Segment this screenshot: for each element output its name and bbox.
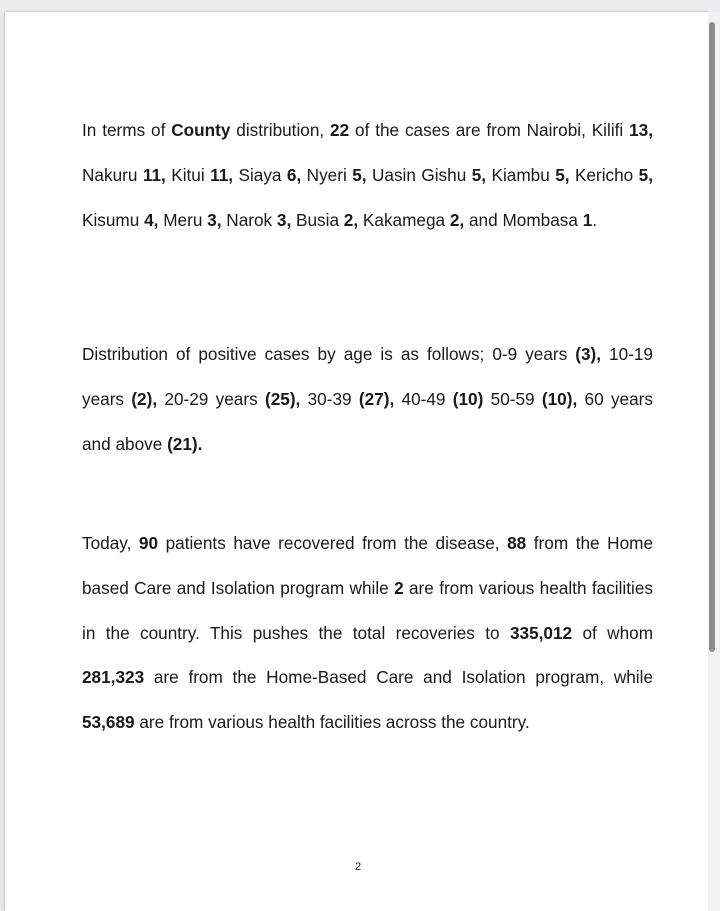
- viewer-top-edge: [0, 0, 720, 12]
- recoveries-paragraph: Today, 90 patients have recovered from the disease, 88 from the Home based Care and Isolation program while 2 are from various health facilities in the country. This pushes the total recoveries to 335,012 of whom 281,323 are from the Home-Based Care and Isolation program, while 53,689 are from various health facilities across the country.: [82, 533, 654, 733]
- scrollbar-thumb[interactable]: [709, 22, 715, 652]
- age-distribution-paragraph: Distribution of positive cases by age is as follows; 0-9 years (3), 10-19 years (2), 20-29 years (25), 30-39 (27), 40-49 (10) 50-59 (10), 60 years and above (21).: [82, 344, 653, 454]
- county-distribution-paragraph: In terms of County distribution, 22 of the cases are from Nairobi, Kilifi 13, Nakuru 11, Kitui 11, Siaya 6, Nyeri 5, Uasin Gishu 5, Kiambu 5, Kericho 5, Kisumu 4, Meru 3, Narok 3, Busia 2, Kakamega 2, and Mombasa 1.: [82, 120, 654, 230]
- page-number: 2: [355, 861, 362, 873]
